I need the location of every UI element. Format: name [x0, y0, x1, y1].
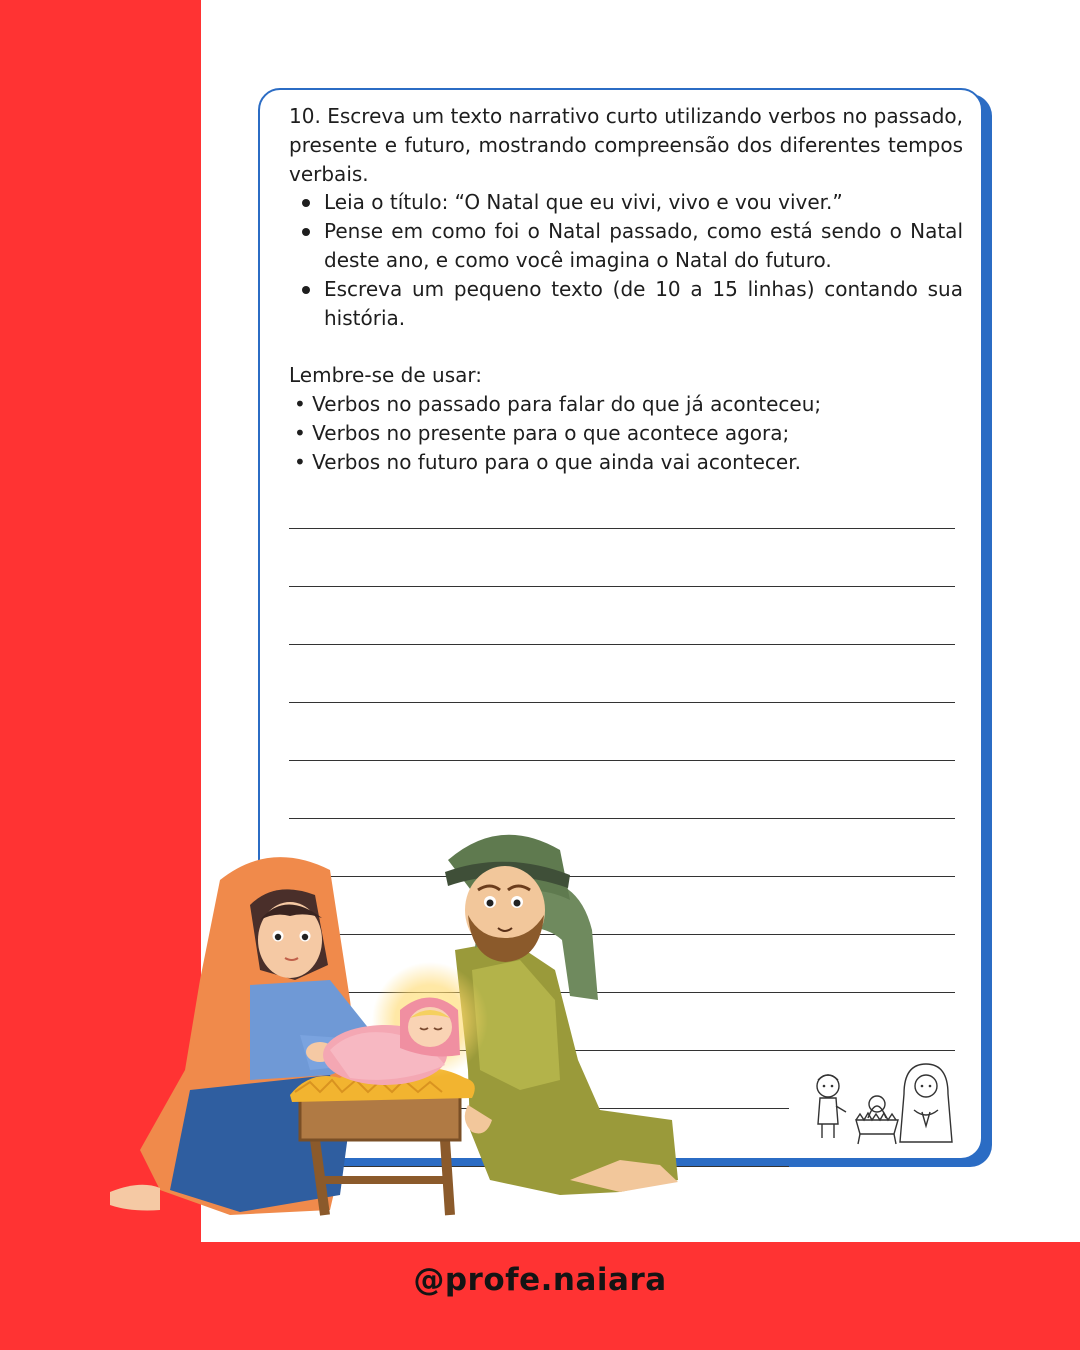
answer-line[interactable] [289, 760, 955, 761]
manger-figure [290, 1068, 475, 1215]
instruction-item: Escreva um pequeno texto (de 10 a 15 linhas) contando sua história. [324, 275, 963, 333]
nativity-sketch-icon [806, 1050, 956, 1148]
answer-line[interactable] [289, 528, 955, 529]
question-text: 10. Escreva um texto narrativo curto utilizando verbos no passado, presente e futuro, mostrando compreensão dos diferentes tempos verbais. [289, 104, 963, 186]
answer-line[interactable] [289, 586, 955, 587]
answer-line[interactable] [289, 702, 955, 703]
nativity-illustration [100, 820, 690, 1220]
instruction-item: Leia o título: “O Natal que eu vivi, vivo e vou viver.” [324, 188, 963, 217]
activity-content [289, 102, 963, 476]
answer-line[interactable] [289, 644, 955, 645]
author-handle[interactable]: @profe.naiara [413, 1262, 667, 1298]
reminder-item: • Verbos no passado para falar do que já aconteceu; [294, 391, 822, 416]
reminder-item: • Verbos no futuro para o que ainda vai acontecer. [294, 449, 801, 474]
reminder-title: Lembre-se de usar: [289, 363, 482, 388]
instruction-list [289, 188, 963, 332]
reminder-item: • Verbos no presente para o que acontece agora; [294, 420, 790, 445]
instruction-item: Pense em como foi o Natal passado, como está sendo o Natal deste ano, e como você imagina o Natal do futuro. [324, 217, 963, 275]
answer-line[interactable] [289, 818, 955, 819]
